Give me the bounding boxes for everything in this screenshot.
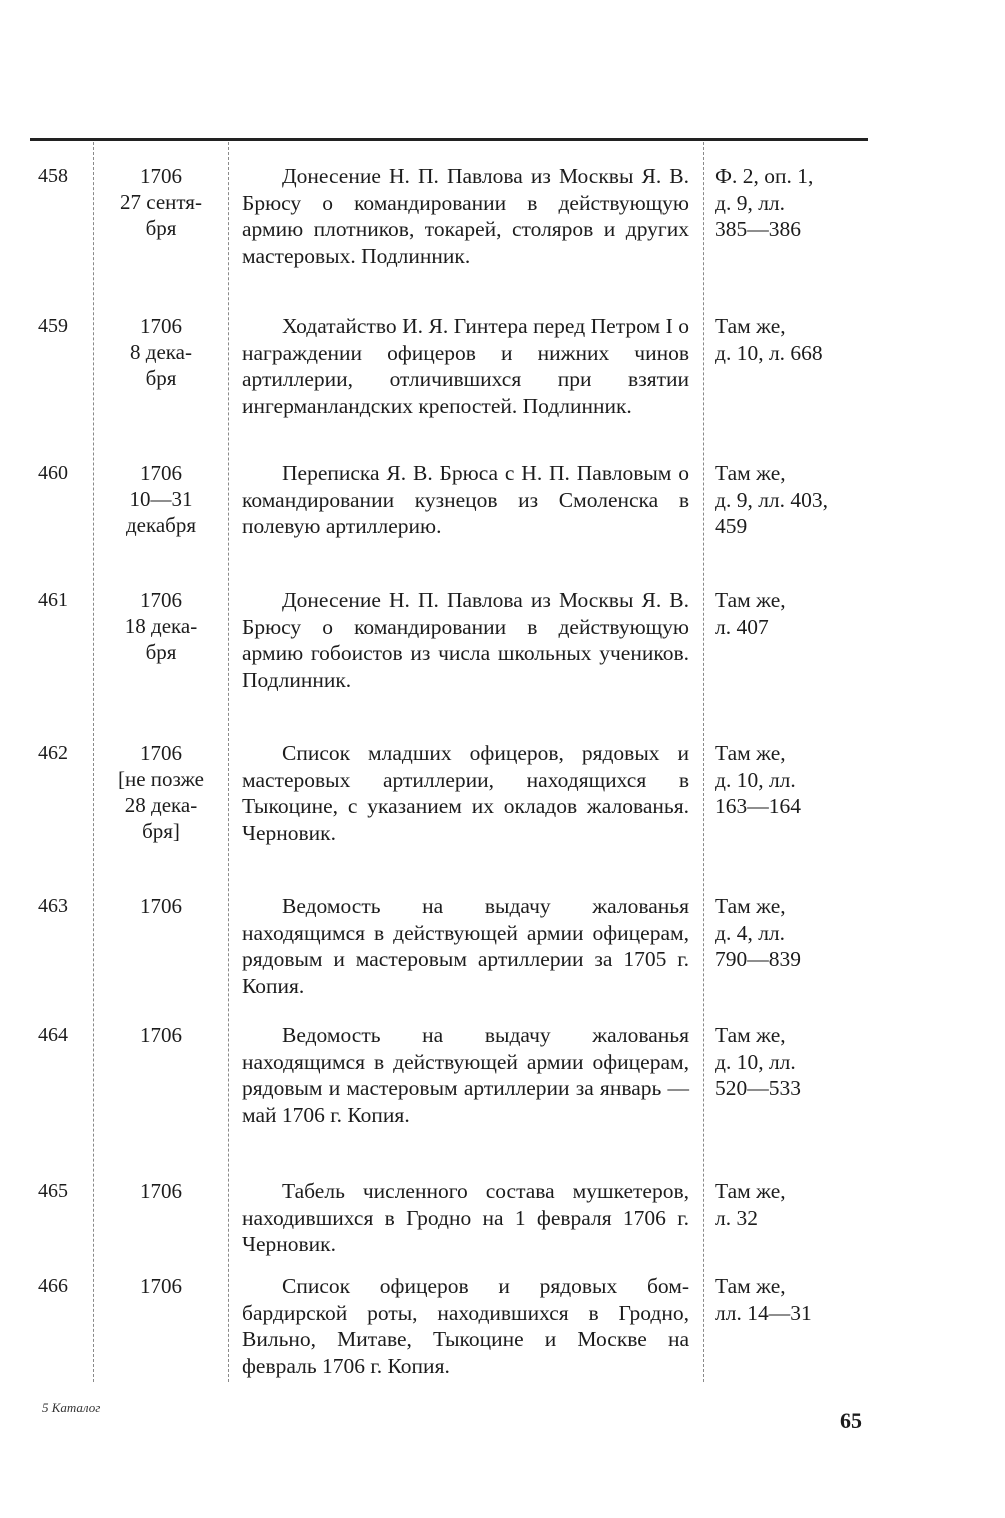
entry-description: Ходатайство И. Я. Гинтера перед Петром I о награждении офицеров и нижних чинов артиллерии, отличившихся при взятии ингерманландских крепостей. Подлинник. — [242, 314, 689, 418]
page-number: 65 — [840, 1408, 862, 1433]
entry-date: 1706 — [140, 894, 182, 918]
entry-date: 1706 [не позже 28 дека- бря] — [117, 741, 204, 843]
entry-number: 461 — [38, 589, 68, 611]
entry-date: 1706 10—31 декабря — [125, 461, 197, 537]
entry-reference: Там же, л. 407 — [715, 588, 786, 639]
entry-date: 1706 18 дека- бря — [124, 588, 198, 664]
entry-date: 1706 — [140, 1274, 182, 1298]
entry-description: Переписка Я. В. Брюса с Н. П. Павловым о командировании кузнецов из Смоленска в полевую артиллерию. — [242, 461, 689, 538]
entry-description: Ведомость на выдачу жалованья находящимся в действующей армии офицерам, рядовым и мастеровым артиллерии за январь — май 1706 г. Копия. — [242, 1023, 689, 1127]
entry-description: Список младших офицеров, рядовых и мастеровых артиллерии, находящихся в Тыкоцине, с указанием их окладов жалованья. Черновик. — [242, 741, 689, 845]
entry-reference: Там же, лл. 14—31 — [715, 1274, 812, 1325]
entry-date: 1706 — [140, 1023, 182, 1047]
entry-reference: Там же, д. 10, л. 668 — [715, 314, 823, 365]
entry-date: 1706 8 дека- бря — [130, 314, 192, 390]
entry-description: Ведомость на выдачу жалованья находящимся в действующей армии офицерам, рядовым и мастеровым артиллерии за 1705 г. Копия. — [242, 894, 689, 998]
entry-reference: Там же, д. 10, лл. 520—533 — [715, 1023, 801, 1100]
top-rule — [30, 138, 868, 141]
entry-number: 459 — [38, 315, 68, 337]
entry-number: 464 — [38, 1024, 68, 1046]
column-divider-1 — [93, 142, 94, 1382]
entry-description: Донесение Н. П. Павлова из Москвы Я. В. Брюсу о командировании в действующую армию плотников, токарей, столяров и других мастеровых. Подлинник. — [242, 164, 689, 268]
entry-description: Табель численного состава мушкетеров, находившихся в Гродно на 1 февраля 1706 г. Черновик. — [242, 1179, 689, 1256]
entry-number: 462 — [38, 742, 68, 764]
column-divider-3 — [703, 142, 704, 1382]
entry-description: Список офицеров и рядовых бомбардирской роты, находившихся в Гродно, Вильно, Митаве, Тыкоцине и Москве на февраль 1706 г. Копия. — [242, 1274, 689, 1378]
entry-reference: Там же, д. 9, лл. 403, 459 — [715, 461, 829, 538]
entry-number: 466 — [38, 1275, 68, 1297]
entry-reference: Там же, л. 32 — [715, 1179, 786, 1230]
entry-reference: Там же, д. 4, лл. 790—839 — [715, 894, 801, 971]
signature-mark: 5 Каталог — [42, 1400, 101, 1415]
entry-date: 1706 27 сентя- бря — [120, 164, 202, 240]
entry-number: 465 — [38, 1180, 68, 1202]
entry-reference: Ф. 2, оп. 1, д. 9, лл. 385—386 — [715, 164, 814, 241]
entry-reference: Там же, д. 10, лл. 163—164 — [715, 741, 801, 818]
entry-number: 458 — [38, 165, 68, 187]
entry-number: 460 — [38, 462, 68, 484]
column-divider-2 — [228, 142, 229, 1382]
entry-date: 1706 — [140, 1179, 182, 1203]
entry-number: 463 — [38, 895, 68, 917]
entry-description: Донесение Н. П. Павлова из Москвы Я. В. Брюсу о командировании в действующую армию гобоистов из числа школьных учеников. Подлинник. — [242, 588, 689, 692]
